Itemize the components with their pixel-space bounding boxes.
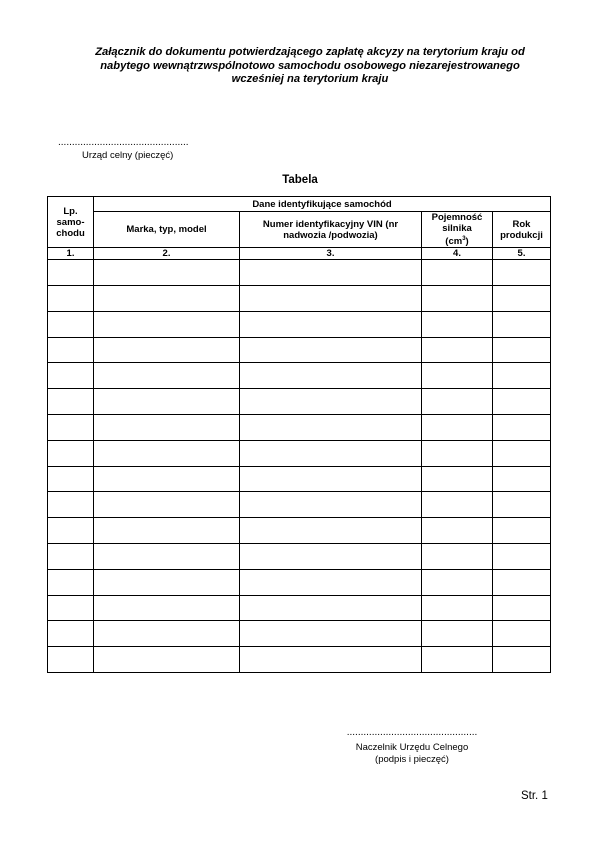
table-cell[interactable] — [94, 569, 240, 595]
table-row — [48, 311, 551, 337]
table-cell[interactable] — [422, 414, 493, 440]
table-cell[interactable] — [240, 492, 422, 518]
table-cell[interactable] — [422, 621, 493, 647]
signature-title: Naczelnik Urzędu Celnego — [355, 742, 469, 753]
table-cell[interactable] — [493, 569, 551, 595]
stamp-dotted-line: ............................................... — [58, 137, 189, 148]
header-make: Marka, typ, model — [94, 212, 240, 248]
header-vin — [240, 212, 422, 248]
table-cell[interactable] — [240, 363, 422, 389]
title-line-2: nabytego wewnątrzwspólnotowo samochodu osobowego niezarejestrowanego — [100, 59, 520, 72]
title-line-3: wcześniej na terytorium kraju — [231, 73, 389, 85]
stamp-label: Urząd celny (pieczęć) — [82, 150, 174, 161]
table-row — [48, 466, 551, 492]
table-cell[interactable] — [422, 285, 493, 311]
table-cell[interactable] — [48, 311, 94, 337]
table-cell[interactable] — [240, 440, 422, 466]
table-cell[interactable] — [240, 414, 422, 440]
table-cell[interactable] — [493, 311, 551, 337]
table-cell[interactable] — [94, 621, 240, 647]
table-cell[interactable] — [48, 647, 94, 673]
table-row — [48, 569, 551, 595]
table-cell[interactable] — [48, 621, 94, 647]
table-cell[interactable] — [94, 311, 240, 337]
vehicle-table — [47, 196, 551, 673]
header-production-year — [493, 212, 551, 248]
table-row — [48, 621, 551, 647]
page-number: Str. 1 — [521, 790, 548, 802]
table-cell[interactable] — [493, 260, 551, 286]
customs-office-stamp-block — [58, 137, 208, 161]
table-cell[interactable] — [422, 389, 493, 415]
table-cell[interactable] — [240, 337, 422, 363]
signature-dotted-line: ............................................... — [346, 727, 478, 738]
column-number: 4. — [422, 248, 493, 260]
table-cell[interactable] — [48, 440, 94, 466]
table-row — [48, 337, 551, 363]
table-cell[interactable] — [422, 492, 493, 518]
header-engine-line-2: silnika — [442, 223, 472, 234]
table-cell[interactable] — [422, 466, 493, 492]
table-cell[interactable] — [48, 260, 94, 286]
table-cell[interactable] — [240, 595, 422, 621]
table-cell[interactable] — [240, 543, 422, 569]
table-cell[interactable] — [422, 260, 493, 286]
table-row — [48, 389, 551, 415]
title-line-1: Załącznik do dokumentu potwierdzającego zapłatę akcyzy na terytorium kraju od — [95, 46, 525, 58]
table-cell[interactable] — [493, 337, 551, 363]
table-cell[interactable] — [493, 414, 551, 440]
signature-block — [342, 728, 482, 765]
header-vin-line-1: Numer identyfikacyjny VIN (nr — [262, 218, 399, 230]
table-cell[interactable] — [240, 569, 422, 595]
header-engine-line-1: Pojemność — [431, 212, 483, 223]
table-cell[interactable] — [94, 647, 240, 673]
table-row — [48, 363, 551, 389]
engine-unit-close: ) — [465, 236, 469, 248]
table-row — [48, 260, 551, 286]
table-cell[interactable] — [422, 595, 493, 621]
table-cell[interactable] — [240, 647, 422, 673]
document-title — [90, 46, 530, 87]
table-cell[interactable] — [422, 647, 493, 673]
header-engine-unit — [422, 234, 492, 247]
table-cell[interactable] — [48, 518, 94, 544]
header-lp — [48, 197, 94, 248]
table-cell[interactable] — [240, 260, 422, 286]
engine-unit-superscript: 3 — [462, 236, 466, 242]
table-cell[interactable] — [493, 285, 551, 311]
table-body — [48, 260, 551, 673]
table-cell[interactable] — [48, 389, 94, 415]
table-cell[interactable] — [493, 440, 551, 466]
table-cell[interactable] — [94, 337, 240, 363]
table-cell[interactable] — [240, 466, 422, 492]
table-cell[interactable] — [493, 621, 551, 647]
table-cell[interactable] — [493, 492, 551, 518]
table-cell[interactable] — [48, 492, 94, 518]
table-cell[interactable] — [94, 543, 240, 569]
table-heading: Tabela — [282, 174, 318, 186]
table-cell[interactable] — [48, 363, 94, 389]
column-number: 5. — [493, 248, 551, 260]
table-cell[interactable] — [422, 518, 493, 544]
table-cell[interactable] — [48, 466, 94, 492]
header-lp-line-1: Lp. — [63, 205, 78, 217]
table-row — [48, 414, 551, 440]
table-cell[interactable] — [240, 285, 422, 311]
table-cell[interactable] — [48, 595, 94, 621]
header-vin-line-2: nadwozia /podwozia) — [283, 229, 378, 241]
engine-unit-open: (cm — [445, 236, 463, 248]
table-cell[interactable] — [94, 440, 240, 466]
table-cell[interactable] — [422, 311, 493, 337]
table-cell[interactable] — [94, 389, 240, 415]
table-row — [48, 440, 551, 466]
table-row — [48, 543, 551, 569]
table-cell[interactable] — [94, 414, 240, 440]
table-cell[interactable] — [48, 569, 94, 595]
table-cell[interactable] — [48, 414, 94, 440]
table-cell[interactable] — [240, 311, 422, 337]
table-cell[interactable] — [48, 543, 94, 569]
table-cell[interactable] — [493, 363, 551, 389]
table-cell[interactable] — [94, 518, 240, 544]
table-cell[interactable] — [422, 543, 493, 569]
table-cell[interactable] — [94, 363, 240, 389]
table-row — [48, 647, 551, 673]
table-row — [48, 285, 551, 311]
table-cell[interactable] — [240, 621, 422, 647]
header-year-line-2: produkcji — [500, 229, 543, 241]
table-cell[interactable] — [48, 337, 94, 363]
header-engine-capacity — [422, 212, 493, 248]
header-year-line-1: Rok — [512, 218, 531, 230]
table-cell[interactable] — [422, 440, 493, 466]
column-number: 3. — [240, 248, 422, 260]
table-cell[interactable] — [94, 466, 240, 492]
table-cell[interactable] — [94, 285, 240, 311]
column-number: 2. — [94, 248, 240, 260]
table-cell[interactable] — [94, 595, 240, 621]
column-number: 1. — [48, 248, 94, 260]
table-cell[interactable] — [493, 389, 551, 415]
table-row — [48, 518, 551, 544]
header-group-vehicle-data: Dane identyfikujące samochód — [94, 197, 551, 212]
table-row — [48, 492, 551, 518]
table-cell[interactable] — [422, 569, 493, 595]
header-lp-line-2: samo- — [56, 216, 85, 228]
table-row — [48, 595, 551, 621]
table-cell[interactable] — [422, 363, 493, 389]
table-cell[interactable] — [493, 647, 551, 673]
signature-note: (podpis i pieczęć) — [375, 754, 449, 765]
header-lp-line-3: chodu — [56, 227, 85, 239]
table-cell[interactable] — [493, 595, 551, 621]
table-cell[interactable] — [493, 466, 551, 492]
table-cell[interactable] — [240, 389, 422, 415]
table-cell[interactable] — [94, 260, 240, 286]
table-cell[interactable] — [493, 518, 551, 544]
table-cell[interactable] — [240, 518, 422, 544]
table-cell[interactable] — [48, 285, 94, 311]
table-cell[interactable] — [422, 337, 493, 363]
table-cell[interactable] — [94, 492, 240, 518]
table-cell[interactable] — [493, 543, 551, 569]
